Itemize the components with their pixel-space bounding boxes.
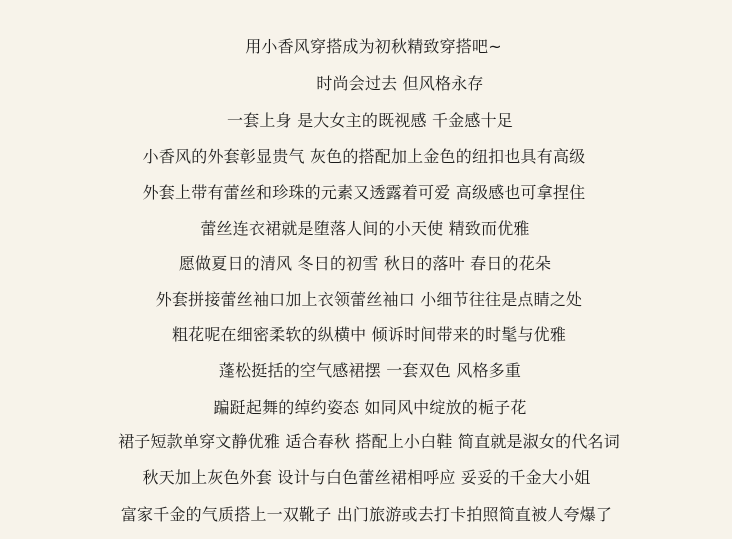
text-line-13: 秋天加上灰色外套 设计与白色蕾丝裙相呼应 妥妥的千金大小姐 (142, 468, 591, 487)
text-line-3: 一套上身 是大女主的既视感 千金感十足 (227, 111, 513, 130)
text-line-14: 富家千金的气质搭上一双靴子 出门旅游或去打卡拍照简直被人夸爆了 (120, 505, 613, 524)
text-line-1: 用小香风穿搭成为初秋精致穿搭吧~ (245, 37, 502, 56)
text-line-12: 裙子短款单穿文静优雅 适合春秋 搭配上小白鞋 简直就是淑女的代名词 (118, 432, 620, 451)
text-line-10: 蓬松挺括的空气感裙摆 一套双色 风格多重 (218, 361, 522, 380)
text-line-8: 外套拼接蕾丝袖口加上衣领蕾丝袖口 小细节往往是点睛之处 (155, 290, 583, 309)
text-line-7: 愿做夏日的清风 冬日的初雪 秋日的落叶 春日的花朵 (178, 254, 552, 273)
text-line-2: 时尚会过去 但风格永存 (316, 74, 484, 93)
text-line-5: 外套上带有蕾丝和珍珠的元素又透露着可爱 高级感也可拿捏住 (142, 183, 586, 202)
text-line-4: 小香风的外套彰显贵气 灰色的搭配加上金色的纽扣也具有高级 (142, 147, 586, 166)
text-line-11: 蹁跹起舞的绰约姿态 如同风中绽放的栀子花 (213, 398, 527, 417)
text-line-6: 蕾丝连衣裙就是堕落人间的小天使 精致而优雅 (200, 219, 530, 238)
text-line-9: 粗花呢在细密柔软的纵横中 倾诉时间带来的时髦与优雅 (171, 325, 567, 344)
